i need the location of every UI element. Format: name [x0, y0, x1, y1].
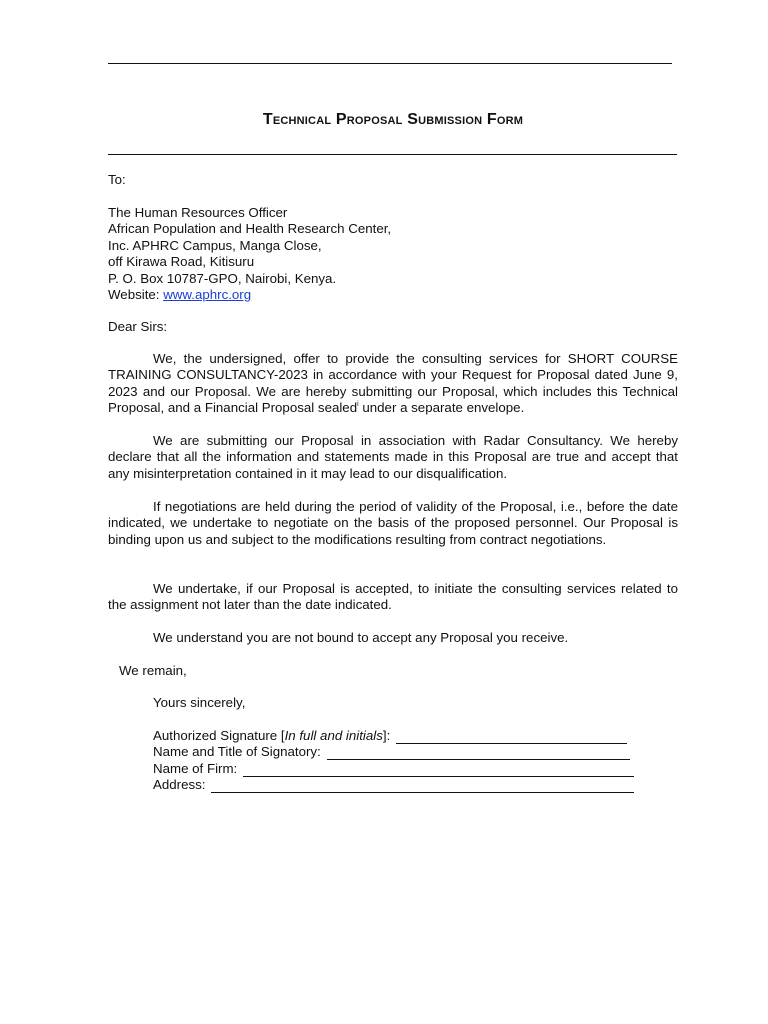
paragraph-offer-text-end: under a separate envelope.	[358, 400, 525, 416]
website-line	[108, 287, 678, 303]
signatory-row	[153, 744, 630, 760]
authorized-signature-field[interactable]	[396, 731, 627, 744]
address-line: P. O. Box 10787-GPO, Nairobi, Kenya.	[108, 270, 337, 286]
authorized-signature-label: Authorized Signature [In full and initials]:	[153, 728, 391, 743]
address-line: African Population and Health Research Center,	[108, 221, 392, 237]
address-row	[153, 777, 634, 793]
address-line: off Kirawa Road, Kitisuru	[108, 254, 255, 270]
salutation: Dear Sirs:	[108, 319, 168, 334]
address-line: The Human Resources Officer	[108, 205, 288, 220]
top-rule	[108, 63, 672, 64]
authorized-signature-row	[153, 728, 627, 744]
title-underline	[108, 154, 677, 155]
recipient-address	[108, 205, 678, 303]
signatory-label: Name and Title of Signatory:	[153, 744, 321, 759]
paragraph-negotiations: If negotiations are held during the period of validity of the Proposal, i.e., before the date indicated, we undertake to negotiate on the basis of the proposed personnel. Our Proposal is binding upon us and subject to the modifications resulting from contract negotiations.	[108, 499, 678, 547]
firm-row	[153, 761, 634, 777]
address-label: Address:	[153, 777, 206, 792]
website-label: Website:	[108, 287, 164, 303]
closing-sincerely: Yours sincerely,	[153, 695, 246, 710]
website-link[interactable]: www.aphrc.org	[163, 287, 252, 303]
closing-remain: We remain,	[119, 663, 187, 678]
to-label: To:	[108, 172, 126, 187]
paragraph-not-bound: We understand you are not bound to accept any Proposal you receive.	[153, 630, 569, 645]
firm-field[interactable]	[243, 764, 634, 777]
address-field[interactable]	[211, 780, 634, 793]
signatory-field[interactable]	[327, 747, 630, 760]
form-title: Technical Proposal Submission Form	[262, 111, 524, 128]
footnote-marker: i	[357, 401, 359, 409]
paragraph-association: We are submitting our Proposal in association with Radar Consultancy. We hereby declare that all the information and statements made in this Proposal are true and accept that any misinterpretation contained in it may lead to our disqualification.	[108, 433, 678, 481]
firm-label: Name of Firm:	[153, 761, 238, 776]
paragraph-undertake: We undertake, if our Proposal is accepted, to initiate the consulting services related to the assignment not later than the date indicated.	[108, 581, 678, 613]
paragraph-offer	[108, 351, 678, 417]
address-line: Inc. APHRC Campus, Manga Close,	[108, 237, 322, 253]
paragraph-offer-text: We, the undersigned, offer to provide the consulting services for SHORT COURSE TRAINING CONSULTANCY-2023 in accordance with your Request for Proposal dated June 9, 2023 and our Proposal. We are hereby submitting our Proposal, which includes this Technical Proposal, and a Financial Proposal sealed	[108, 351, 678, 416]
